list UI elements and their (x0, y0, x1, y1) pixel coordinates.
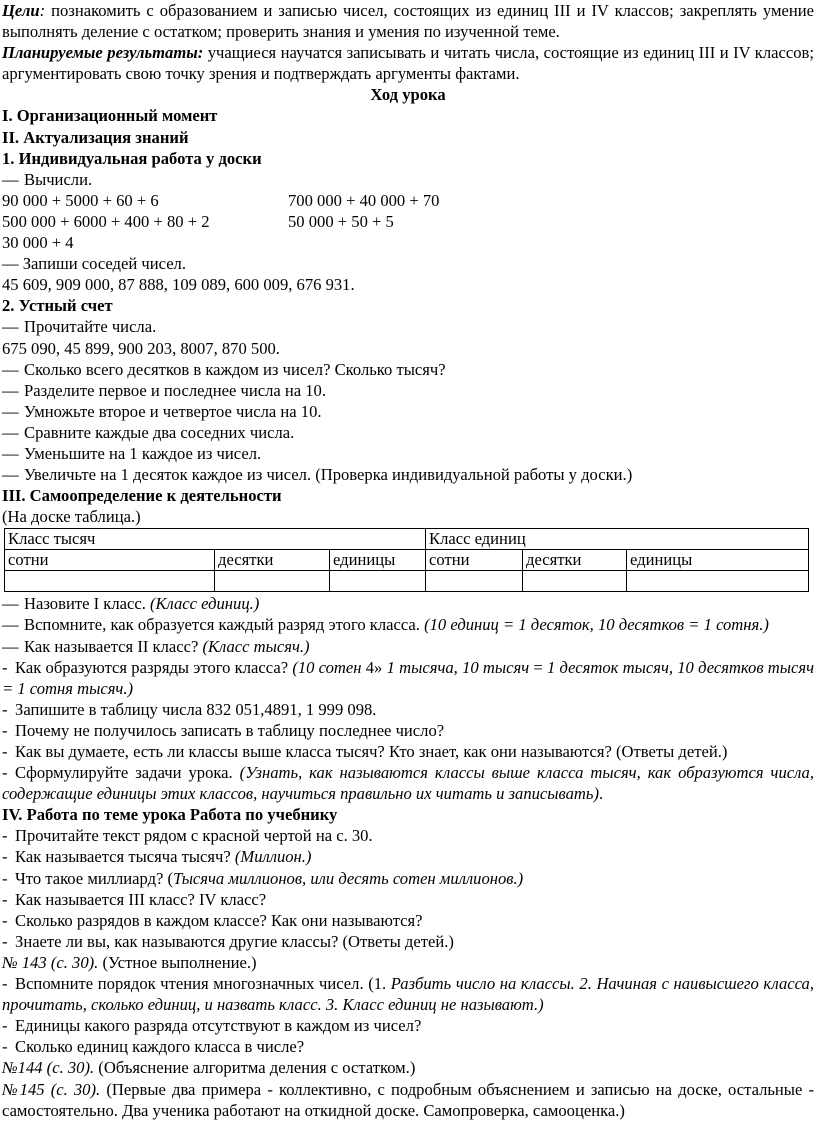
oral-question: — Разделите первое и последнее числа на 10. (2, 380, 326, 400)
textbook-question: - Прочитайте текст рядом с красной чертой на с. 30. (2, 826, 373, 846)
class-question: — Назовите I класс. (Класс единиц.) (2, 594, 260, 614)
classes-table (4, 528, 809, 592)
section-2-title: II. Актуализация знаний (2, 127, 189, 147)
results-paragraph (2, 42, 814, 84)
table-empty-cell (215, 571, 330, 592)
oral-question: — Уменьшите на 1 каждое из чисел. (2, 443, 262, 463)
textbook-question: - Сколько разрядов в каждом классе? Как они называются? (2, 910, 423, 930)
class-question: - Как вы думаете, есть ли классы выше класса тысяч? Кто знает, как они называются? (Ответы детей.) (2, 742, 728, 761)
textbook-question: - Как называется III класс? IV класс? (2, 889, 267, 909)
goals-label: Цели (2, 1, 40, 20)
table-empty-cell (5, 571, 215, 592)
goals-text: познакомить с образованием и записью чисел, состоящих из единиц III и IV классов; закреплять умение выполнять деление с остатком; проверить знания и умения по изученной теме. (2, 1, 814, 42)
exercise-145: №145 (с. 30). (Первые два примера - коллективно, с подробным объяснением и записью на доске, остальные - самостоятельно. Два ученика работают на откидной доске. Самопроверка, самооценка.) (2, 1079, 814, 1120)
exercise-143: № 143 (с. 30). (Устное выполнение.) (2, 952, 257, 972)
table-empty-cell (627, 571, 809, 592)
results-text: учащиеся научатся записывать и читать числа, состоящие из единиц III и IV классов; аргументировать свою точку зрения и подтверждать аргументы фактами. (2, 43, 814, 84)
class-question: - Сформулируйте задачи урока. (Узнать, как называются классы выше класса тысяч, как образуются числа, содержащие единицы этих классов, научиться правильно их читать и записывать). (2, 763, 814, 804)
table-row (5, 529, 809, 550)
subsection-1-title: 1. Индивидуальная работа у доски (2, 148, 262, 168)
class-question: - Запишите в таблицу числа 832 051,4891, 1 999 098. (2, 699, 377, 719)
section-4-title: IV. Работа по теме урока Работа по учебнику (2, 805, 338, 825)
read-task: — Прочитайте числа. (2, 317, 157, 337)
exercise-144: №144 (с. 30). (Объяснение алгоритма деления с остатком.) (2, 1058, 416, 1078)
expression-row-2: 500 000 + 6000 + 400 + 80 + 2 50 000 + 50 + 5 (2, 211, 394, 231)
section-1-title: I. Организационный момент (2, 106, 218, 126)
table-header-cell: сотни (426, 550, 523, 571)
lesson-heading: Ход урока (370, 85, 446, 105)
oral-question: — Сравните каждые два соседних числа. (2, 422, 295, 442)
class-question: - Как образуются разряды этого класса? (10 сотен 4» 1 тысяча, 10 тысяч = 1 десяток тысяч, 10 десятков тысяч = 1 сотня тысяч.) (2, 657, 814, 698)
table-empty-cell (426, 571, 523, 592)
results-label: Планируемые результаты: (2, 43, 204, 63)
class-question: — Как называется II класс? (Класс тысяч.) (2, 636, 310, 656)
table-header-cell: сотни (5, 550, 215, 571)
oral-question: — Сколько всего десятков в каждом из чисел? Сколько тысяч? (2, 359, 446, 379)
expression-row-3: 30 000 + 4 (2, 233, 74, 253)
table-header-cell: десятки (215, 550, 330, 571)
oral-question: — Умножьте второе и четвертое числа на 10. (2, 401, 322, 421)
textbook-question: - Единицы какого разряда отсутствуют в каждом из чисел? (2, 1016, 422, 1036)
textbook-question: - Что такое миллиард? (Тысяча миллионов, или десять сотен миллионов.) (2, 868, 524, 888)
neighbors-task: — Запиши соседей чисел. (2, 254, 186, 274)
table-row (5, 550, 809, 571)
section-3-title: III. Самоопределение к деятельности (2, 486, 282, 506)
board-note: (На доске таблица.) (2, 507, 141, 527)
subsection-2-title: 2. Устный счет (2, 296, 113, 316)
numbers-list-1: 45 609, 909 000, 87 888, 109 089, 600 009, 676 931. (2, 275, 355, 295)
table-row (5, 571, 809, 592)
table-header-cell: единицы (330, 550, 426, 571)
table-group-units: Класс единиц (426, 529, 809, 550)
oral-question: — Увеличьте на 1 десяток каждое из чисел. (Проверка индивидуальной работы у доски.) (2, 465, 633, 485)
table-header-cell: десятки (523, 550, 627, 571)
table-group-thousands: Класс тысяч (5, 529, 426, 550)
goals-paragraph: Цели: познакомить с образованием и записью чисел, состоящих из единиц III и IV классов; закреплять умение выполнять деление с остатком; проверить знания и умения по изученной теме. (2, 1, 814, 42)
textbook-question: - Знаете ли вы, как называются другие классы? (Ответы детей.) (2, 931, 454, 951)
table-empty-cell (523, 571, 627, 592)
textbook-question: - Как называется тысяча тысяч? (Миллион.) (2, 847, 312, 867)
table-header-cell: единицы (627, 550, 809, 571)
expression-row-1: 90 000 + 5000 + 60 + 6 700 000 + 40 000 + 70 (2, 190, 440, 210)
textbook-question: - Вспомните порядок чтения многозначных чисел. (1. Разбить число на классы. 2. Начиная с наивысшего класса, прочитать, сколько единиц, и назвать класс. 3. Класс единиц не называют.) (2, 974, 814, 1015)
textbook-question: - Сколько единиц каждого класса в числе? (2, 1037, 305, 1057)
class-question: - Почему не получилось записать в таблицу последнее число? (2, 720, 445, 740)
numbers-list-2: 675 090, 45 899, 900 203, 8007, 870 500. (2, 338, 280, 358)
calc-line: — Вычисли. (2, 169, 93, 189)
table-empty-cell (330, 571, 426, 592)
class-question: — Вспомните, как образуется каждый разряд этого класса. (10 единиц = 1 десяток, 10 десятков = 1 сотня.) (2, 615, 769, 635)
